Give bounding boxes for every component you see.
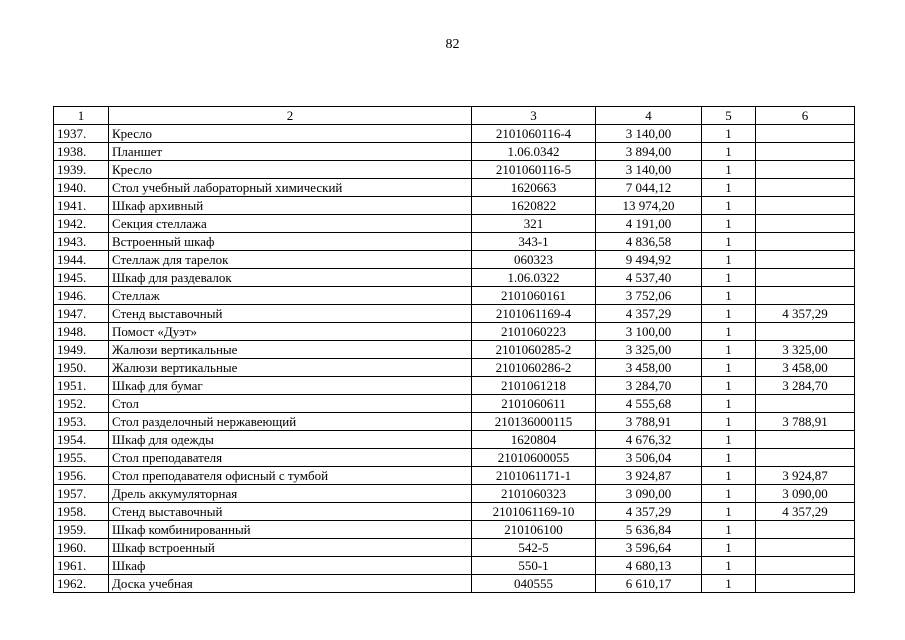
quantity-cell: 1 bbox=[702, 485, 756, 503]
quantity-cell: 1 bbox=[702, 233, 756, 251]
table-row bbox=[54, 377, 855, 395]
extra-value-cell bbox=[756, 539, 855, 557]
inventory-code-cell: 210106100 bbox=[472, 521, 596, 539]
cost-cell: 4 357,29 bbox=[596, 503, 702, 521]
row-number-cell: 1939. bbox=[54, 161, 109, 179]
cost-cell: 3 325,00 bbox=[596, 341, 702, 359]
extra-value-cell: 3 458,00 bbox=[756, 359, 855, 377]
item-name-cell: Стеллаж для тарелок bbox=[109, 251, 472, 269]
row-number-cell: 1958. bbox=[54, 503, 109, 521]
inventory-code-cell: 542-5 bbox=[472, 539, 596, 557]
extra-value-cell bbox=[756, 449, 855, 467]
table-row bbox=[54, 269, 855, 287]
header-row bbox=[54, 107, 855, 125]
item-name-cell: Помост «Дуэт» bbox=[109, 323, 472, 341]
item-name-cell: Секция стеллажа bbox=[109, 215, 472, 233]
cost-cell: 5 636,84 bbox=[596, 521, 702, 539]
cost-cell: 3 140,00 bbox=[596, 125, 702, 143]
row-number-cell: 1947. bbox=[54, 305, 109, 323]
header-cell-1: 1 bbox=[54, 107, 109, 125]
row-number-cell: 1955. bbox=[54, 449, 109, 467]
table-row bbox=[54, 575, 855, 593]
quantity-cell: 1 bbox=[702, 377, 756, 395]
inventory-code-cell: 2101061171-1 bbox=[472, 467, 596, 485]
table-row bbox=[54, 341, 855, 359]
table-row bbox=[54, 413, 855, 431]
item-name-cell: Дрель аккумуляторная bbox=[109, 485, 472, 503]
table-row bbox=[54, 539, 855, 557]
row-number-cell: 1961. bbox=[54, 557, 109, 575]
row-number-cell: 1948. bbox=[54, 323, 109, 341]
header-cell-2: 2 bbox=[109, 107, 472, 125]
quantity-cell: 1 bbox=[702, 305, 756, 323]
item-name-cell: Жалюзи вертикальные bbox=[109, 341, 472, 359]
cost-cell: 6 610,17 bbox=[596, 575, 702, 593]
row-number-cell: 1940. bbox=[54, 179, 109, 197]
item-name-cell: Стенд выставочный bbox=[109, 503, 472, 521]
row-number-cell: 1954. bbox=[54, 431, 109, 449]
table-row bbox=[54, 557, 855, 575]
item-name-cell: Доска учебная bbox=[109, 575, 472, 593]
row-number-cell: 1942. bbox=[54, 215, 109, 233]
table-row bbox=[54, 359, 855, 377]
inventory-code-cell: 2101060611 bbox=[472, 395, 596, 413]
quantity-cell: 1 bbox=[702, 539, 756, 557]
cost-cell: 4 836,58 bbox=[596, 233, 702, 251]
inventory-code-cell: 210136000115 bbox=[472, 413, 596, 431]
row-number-cell: 1949. bbox=[54, 341, 109, 359]
quantity-cell: 1 bbox=[702, 503, 756, 521]
extra-value-cell bbox=[756, 395, 855, 413]
table-row bbox=[54, 449, 855, 467]
quantity-cell: 1 bbox=[702, 449, 756, 467]
quantity-cell: 1 bbox=[702, 395, 756, 413]
inventory-code-cell: 2101060116-5 bbox=[472, 161, 596, 179]
row-number-cell: 1945. bbox=[54, 269, 109, 287]
table-row bbox=[54, 485, 855, 503]
cost-cell: 3 788,91 bbox=[596, 413, 702, 431]
table-row bbox=[54, 161, 855, 179]
extra-value-cell: 3 924,87 bbox=[756, 467, 855, 485]
table-header bbox=[54, 107, 855, 125]
cost-cell: 7 044,12 bbox=[596, 179, 702, 197]
table-row bbox=[54, 251, 855, 269]
cost-cell: 3 506,04 bbox=[596, 449, 702, 467]
extra-value-cell bbox=[756, 143, 855, 161]
inventory-code-cell: 2101060285-2 bbox=[472, 341, 596, 359]
quantity-cell: 1 bbox=[702, 413, 756, 431]
quantity-cell: 1 bbox=[702, 431, 756, 449]
inventory-code-cell: 1620822 bbox=[472, 197, 596, 215]
quantity-cell: 1 bbox=[702, 557, 756, 575]
table-body bbox=[54, 125, 855, 593]
cost-cell: 4 680,13 bbox=[596, 557, 702, 575]
row-number-cell: 1944. bbox=[54, 251, 109, 269]
item-name-cell: Стол преподавателя офисный с тумбой bbox=[109, 467, 472, 485]
table-row bbox=[54, 197, 855, 215]
table-row bbox=[54, 179, 855, 197]
inventory-code-cell: 2101060161 bbox=[472, 287, 596, 305]
quantity-cell: 1 bbox=[702, 197, 756, 215]
cost-cell: 4 537,40 bbox=[596, 269, 702, 287]
item-name-cell: Шкаф архивный bbox=[109, 197, 472, 215]
header-cell-3: 3 bbox=[472, 107, 596, 125]
item-name-cell: Шкаф встроенный bbox=[109, 539, 472, 557]
header-cell-5: 5 bbox=[702, 107, 756, 125]
inventory-code-cell: 1.06.0322 bbox=[472, 269, 596, 287]
quantity-cell: 1 bbox=[702, 179, 756, 197]
row-number-cell: 1950. bbox=[54, 359, 109, 377]
row-number-cell: 1960. bbox=[54, 539, 109, 557]
cost-cell: 4 676,32 bbox=[596, 431, 702, 449]
quantity-cell: 1 bbox=[702, 323, 756, 341]
extra-value-cell: 4 357,29 bbox=[756, 305, 855, 323]
table-row bbox=[54, 305, 855, 323]
inventory-code-cell: 2101061218 bbox=[472, 377, 596, 395]
inventory-code-cell: 21010600055 bbox=[472, 449, 596, 467]
item-name-cell: Шкаф для одежды bbox=[109, 431, 472, 449]
item-name-cell: Стеллаж bbox=[109, 287, 472, 305]
inventory-code-cell: 2101061169-10 bbox=[472, 503, 596, 521]
quantity-cell: 1 bbox=[702, 269, 756, 287]
extra-value-cell bbox=[756, 251, 855, 269]
row-number-cell: 1941. bbox=[54, 197, 109, 215]
row-number-cell: 1952. bbox=[54, 395, 109, 413]
inventory-code-cell: 2101060323 bbox=[472, 485, 596, 503]
header-cell-4: 4 bbox=[596, 107, 702, 125]
row-number-cell: 1956. bbox=[54, 467, 109, 485]
extra-value-cell: 3 284,70 bbox=[756, 377, 855, 395]
extra-value-cell bbox=[756, 269, 855, 287]
quantity-cell: 1 bbox=[702, 251, 756, 269]
extra-value-cell bbox=[756, 431, 855, 449]
quantity-cell: 1 bbox=[702, 143, 756, 161]
table-row bbox=[54, 215, 855, 233]
inventory-code-cell: 1620663 bbox=[472, 179, 596, 197]
inventory-code-cell: 1.06.0342 bbox=[472, 143, 596, 161]
table-row bbox=[54, 431, 855, 449]
item-name-cell: Жалюзи вертикальные bbox=[109, 359, 472, 377]
cost-cell: 3 140,00 bbox=[596, 161, 702, 179]
page-number: 82 bbox=[445, 37, 460, 52]
table-row bbox=[54, 323, 855, 341]
item-name-cell: Кресло bbox=[109, 161, 472, 179]
extra-value-cell bbox=[756, 233, 855, 251]
row-number-cell: 1957. bbox=[54, 485, 109, 503]
row-number-cell: 1962. bbox=[54, 575, 109, 593]
quantity-cell: 1 bbox=[702, 359, 756, 377]
table-row bbox=[54, 503, 855, 521]
cost-cell: 9 494,92 bbox=[596, 251, 702, 269]
extra-value-cell bbox=[756, 197, 855, 215]
row-number-cell: 1946. bbox=[54, 287, 109, 305]
table-row bbox=[54, 287, 855, 305]
row-number-cell: 1951. bbox=[54, 377, 109, 395]
quantity-cell: 1 bbox=[702, 467, 756, 485]
table-row bbox=[54, 395, 855, 413]
cost-cell: 4 357,29 bbox=[596, 305, 702, 323]
extra-value-cell bbox=[756, 575, 855, 593]
item-name-cell: Стол учебный лабораторный химический bbox=[109, 179, 472, 197]
cost-cell: 3 458,00 bbox=[596, 359, 702, 377]
extra-value-cell bbox=[756, 557, 855, 575]
extra-value-cell bbox=[756, 161, 855, 179]
quantity-cell: 1 bbox=[702, 161, 756, 179]
cost-cell: 4 191,00 bbox=[596, 215, 702, 233]
inventory-code-cell: 321 bbox=[472, 215, 596, 233]
inventory-code-cell: 2101060116-4 bbox=[472, 125, 596, 143]
cost-cell: 3 090,00 bbox=[596, 485, 702, 503]
table-row bbox=[54, 521, 855, 539]
quantity-cell: 1 bbox=[702, 575, 756, 593]
item-name-cell: Встроенный шкаф bbox=[109, 233, 472, 251]
extra-value-cell bbox=[756, 287, 855, 305]
inventory-code-cell: 2101061169-4 bbox=[472, 305, 596, 323]
table-row bbox=[54, 125, 855, 143]
header-cell-6: 6 bbox=[756, 107, 855, 125]
cost-cell: 4 555,68 bbox=[596, 395, 702, 413]
item-name-cell: Шкаф для бумаг bbox=[109, 377, 472, 395]
table-row bbox=[54, 233, 855, 251]
extra-value-cell bbox=[756, 215, 855, 233]
inventory-code-cell: 060323 bbox=[472, 251, 596, 269]
cost-cell: 3 752,06 bbox=[596, 287, 702, 305]
row-number-cell: 1938. bbox=[54, 143, 109, 161]
inventory-code-cell: 343-1 bbox=[472, 233, 596, 251]
extra-value-cell bbox=[756, 125, 855, 143]
inventory-code-cell: 040555 bbox=[472, 575, 596, 593]
item-name-cell: Шкаф bbox=[109, 557, 472, 575]
item-name-cell: Стол разделочный нержавеющий bbox=[109, 413, 472, 431]
item-name-cell: Стол bbox=[109, 395, 472, 413]
cost-cell: 3 596,64 bbox=[596, 539, 702, 557]
table-row bbox=[54, 143, 855, 161]
inventory-code-cell: 1620804 bbox=[472, 431, 596, 449]
inventory-code-cell: 2101060223 bbox=[472, 323, 596, 341]
item-name-cell: Кресло bbox=[109, 125, 472, 143]
cost-cell: 3 894,00 bbox=[596, 143, 702, 161]
cost-cell: 3 100,00 bbox=[596, 323, 702, 341]
extra-value-cell bbox=[756, 323, 855, 341]
row-number-cell: 1953. bbox=[54, 413, 109, 431]
item-name-cell: Стенд выставочный bbox=[109, 305, 472, 323]
quantity-cell: 1 bbox=[702, 287, 756, 305]
quantity-cell: 1 bbox=[702, 215, 756, 233]
row-number-cell: 1943. bbox=[54, 233, 109, 251]
row-number-cell: 1937. bbox=[54, 125, 109, 143]
item-name-cell: Шкаф комбинированный bbox=[109, 521, 472, 539]
cost-cell: 3 924,87 bbox=[596, 467, 702, 485]
extra-value-cell bbox=[756, 521, 855, 539]
extra-value-cell: 3 090,00 bbox=[756, 485, 855, 503]
row-number-cell: 1959. bbox=[54, 521, 109, 539]
inventory-code-cell: 2101060286-2 bbox=[472, 359, 596, 377]
quantity-cell: 1 bbox=[702, 125, 756, 143]
quantity-cell: 1 bbox=[702, 341, 756, 359]
extra-value-cell: 3 788,91 bbox=[756, 413, 855, 431]
cost-cell: 13 974,20 bbox=[596, 197, 702, 215]
item-name-cell: Стол преподавателя bbox=[109, 449, 472, 467]
quantity-cell: 1 bbox=[702, 521, 756, 539]
cost-cell: 3 284,70 bbox=[596, 377, 702, 395]
item-name-cell: Шкаф для раздевалок bbox=[109, 269, 472, 287]
table-row bbox=[54, 467, 855, 485]
extra-value-cell bbox=[756, 179, 855, 197]
extra-value-cell: 4 357,29 bbox=[756, 503, 855, 521]
item-name-cell: Планшет bbox=[109, 143, 472, 161]
extra-value-cell: 3 325,00 bbox=[756, 341, 855, 359]
inventory-code-cell: 550-1 bbox=[472, 557, 596, 575]
inventory-table bbox=[53, 106, 855, 593]
